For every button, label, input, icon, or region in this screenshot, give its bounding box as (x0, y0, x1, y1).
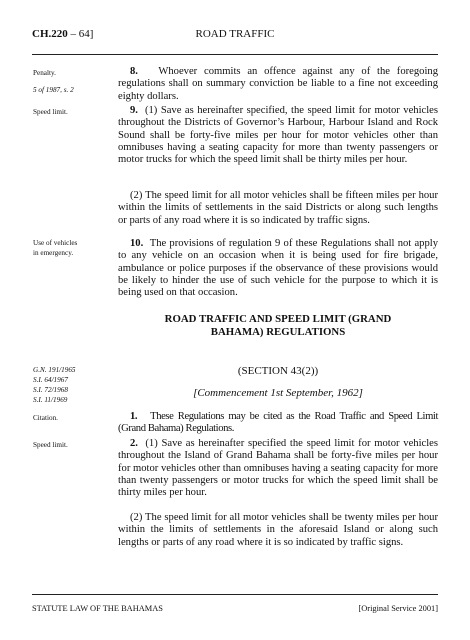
section-8: 8. Whoever commits an offence against any of the foregoing regulations shall on summary conviction be liable to a fine not exceeding eighty dollars. (118, 66, 438, 102)
regulation-2-sub-2: (2) The speed limit for all motor vehicles shall be twenty miles per hour within the limits of settlements in the aforesaid Island or along such lengths or parts of any road where it is so indicated by traffic signs. (118, 512, 438, 548)
margin-note-gazette-refs: G.N. 191/1965 S.I. 64/1967 S.I. 72/1968 S.I. 11/1969 (33, 366, 76, 404)
page-number: – 64] (67, 28, 94, 40)
section-10: 10. The provisions of regulation 9 of these Regulations shall not apply to any vehicle on an occasion when it is being used for fire brigade, ambulance or police purposes if the observance of these provisions would be likely to hinder the use of such vehicle for the purpose to which it is being used on that occasion. (118, 238, 439, 299)
margin-note-emergency: Use of vehicles in emergency. (33, 239, 78, 257)
footer-publication: STATUTE LAW OF THE BAHAMAS (32, 604, 163, 613)
margin-note-speed-limit-2: Speed limit. (33, 441, 68, 449)
margin-note-speed-limit: Speed limit. (33, 108, 68, 116)
regulations-title: ROAD TRAFFIC AND SPEED LIMIT (GRAND BAHAMA) REGULATIONS (164, 313, 392, 338)
running-title: ROAD TRAFFIC (195, 28, 275, 40)
regulation-2-sub-1: 2. (1) Save as hereinafter specified the speed limit for motor vehicles throughout the Island of Grand Bahama shall be forty-five miles per hour for motor vehicles other than omnibuses having a seating capacity for more than twenty passengers or motor trucks for which the speed limit shall be thirty miles per hour. (118, 438, 438, 499)
regulation-1: 1. These Regulations may be cited as the Road Traffic and Speed Limit (Grand Bahama) Regulations. (118, 411, 439, 435)
header-rule (32, 54, 438, 55)
footer-service: [Original Service 2001] (358, 604, 438, 613)
commencement-date: [Commencement 1st September, 1962] (193, 387, 363, 399)
section-number: 8. (130, 66, 138, 77)
page-header (32, 28, 438, 44)
margin-note-act-ref: 5 of 1987, s. 2 (33, 86, 74, 94)
footer-rule (32, 594, 438, 595)
section-number: 10. (130, 238, 144, 249)
margin-note-penalty: Penalty. (33, 69, 56, 77)
section-number: 9. (130, 105, 138, 116)
section-number: 2. (130, 438, 138, 449)
section-9-sub-2: (2) The speed limit for all motor vehicles shall be fifteen miles per hour within the limits of settlements in the said Districts or along such lengths or parts of any road where it is so indicated by traffic signs. (118, 190, 438, 226)
section-number: 1. (130, 411, 138, 422)
chapter-ref: CH.220 – 64] (32, 28, 94, 40)
section-9-sub-1: 9. (1) Save as hereinafter specified, the speed limit for motor vehicles throughout the Districts of Governor’s Harbour, Harbour Island and Rock Sound shall be forty-five miles per hour for motor vehicles other than omnibuses having a seating capacity for more than twenty passengers or motor trucks for which the speed limit shall be thirty miles per hour. (118, 105, 438, 166)
margin-note-citation: Citation. (33, 414, 58, 422)
section-reference: (SECTION 43(2)) (237, 365, 319, 377)
